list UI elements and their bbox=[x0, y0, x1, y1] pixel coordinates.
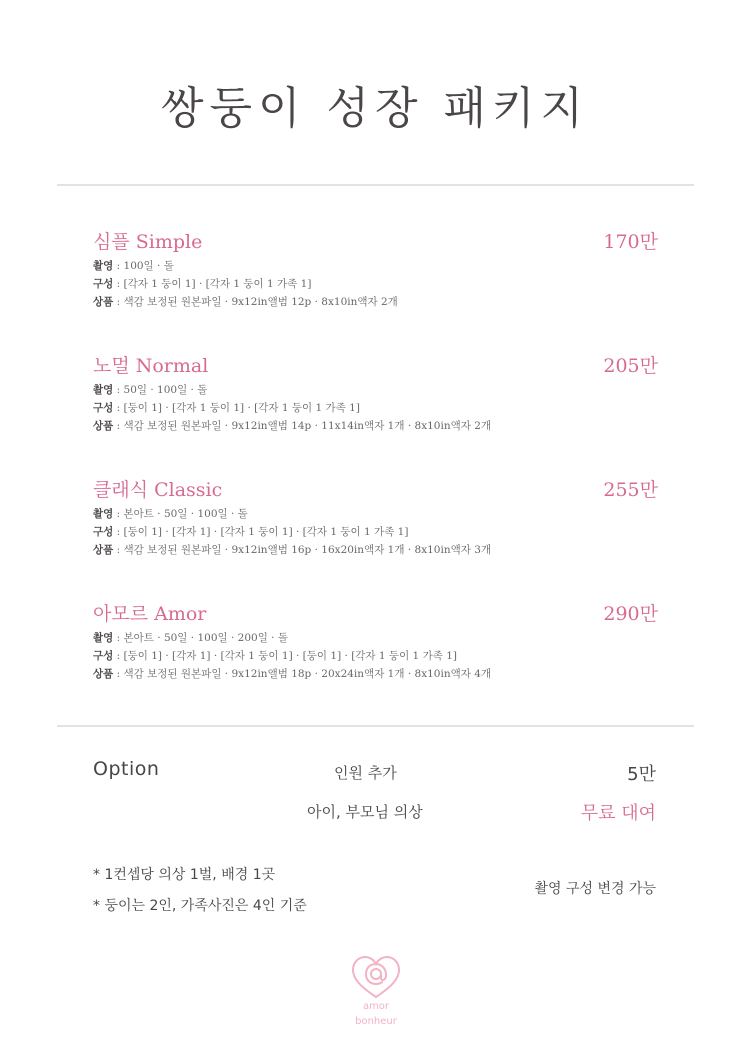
package-name: 클래식 Classic bbox=[93, 479, 223, 501]
package-price: 290만 bbox=[603, 603, 658, 625]
divider-option bbox=[57, 725, 694, 727]
package-name: 노멀 Normal bbox=[93, 355, 209, 377]
note-item: * 둥이는 2인, 가족사진은 4인 기준 bbox=[93, 898, 307, 914]
note-item: * 1컨셉당 의상 1벌, 배경 1곳 bbox=[93, 867, 276, 883]
package-product-line: 상품 : 색감 보정된 원본파일 · 9x12in앨범 16p · 16x20in액자 1개 · 8x10in액자 3개 bbox=[93, 544, 492, 556]
package-amor bbox=[93, 599, 658, 683]
option-item-label: 아이, 부모님 의상 bbox=[307, 803, 423, 821]
package-shoot-line: 촬영 : 50일 · 100일 · 돌 bbox=[93, 384, 208, 396]
package-product-line: 상품 : 색감 보정된 원본파일 · 9x12in앨범 12p · 8x10in액자 2개 bbox=[93, 296, 398, 308]
package-name: 심플 Simple bbox=[93, 231, 203, 253]
package-composition-line: 구성 : [둥이 1] · [각자 1] · [각자 1 둥이 1] · [각자 1 둥이 1 가족 1] bbox=[93, 526, 409, 538]
package-composition-line: 구성 : [둥이 1] · [각자 1 둥이 1] · [각자 1 둥이 1 가족 1] bbox=[93, 402, 360, 414]
package-name: 아모르 Amor bbox=[93, 603, 207, 625]
package-simple bbox=[93, 227, 658, 311]
package-price: 205만 bbox=[603, 355, 658, 377]
divider-top bbox=[57, 184, 694, 186]
package-shoot-line: 촬영 : 본아트 · 50일 · 100일 · 200일 · 돌 bbox=[93, 632, 289, 644]
package-price: 170만 bbox=[603, 231, 658, 253]
option-item-value: 5만 bbox=[627, 764, 656, 785]
note-composition-change: 촬영 구성 변경 가능 bbox=[534, 881, 656, 897]
option-title: Option bbox=[93, 758, 160, 780]
package-shoot-line: 촬영 : 100일 · 돌 bbox=[93, 260, 174, 272]
heart-at-icon bbox=[345, 953, 407, 1033]
package-product-line: 상품 : 색감 보정된 원본파일 · 9x12in앨범 14p · 11x14in액자 1개 · 8x10in액자 2개 bbox=[93, 420, 492, 432]
package-classic bbox=[93, 475, 658, 559]
package-normal bbox=[93, 351, 658, 435]
logo-text-line1: amor bbox=[362, 1001, 390, 1012]
package-shoot-line: 촬영 : 본아트 · 50일 · 100일 · 돌 bbox=[93, 508, 248, 520]
package-product-line: 상품 : 색감 보정된 원본파일 · 9x12in앨범 18p · 20x24in액자 1개 · 8x10in액자 4개 bbox=[93, 668, 492, 680]
logo-text-line2: bonheur bbox=[355, 1016, 397, 1027]
option-item-value-free: 무료 대여 bbox=[580, 803, 656, 824]
package-price: 255만 bbox=[603, 479, 658, 501]
option-item-label: 인원 추가 bbox=[334, 764, 397, 782]
brand-logo bbox=[345, 953, 407, 1033]
package-composition-line: 구성 : [둥이 1] · [각자 1] · [각자 1 둥이 1] · [둥이 1] · [각자 1 둥이 1 가족 1] bbox=[93, 650, 457, 662]
page-title: 쌍둥이 성장 패키지 bbox=[160, 83, 589, 134]
package-composition-line: 구성 : [각자 1 둥이 1] · [각자 1 둥이 1 가족 1] bbox=[93, 278, 312, 290]
